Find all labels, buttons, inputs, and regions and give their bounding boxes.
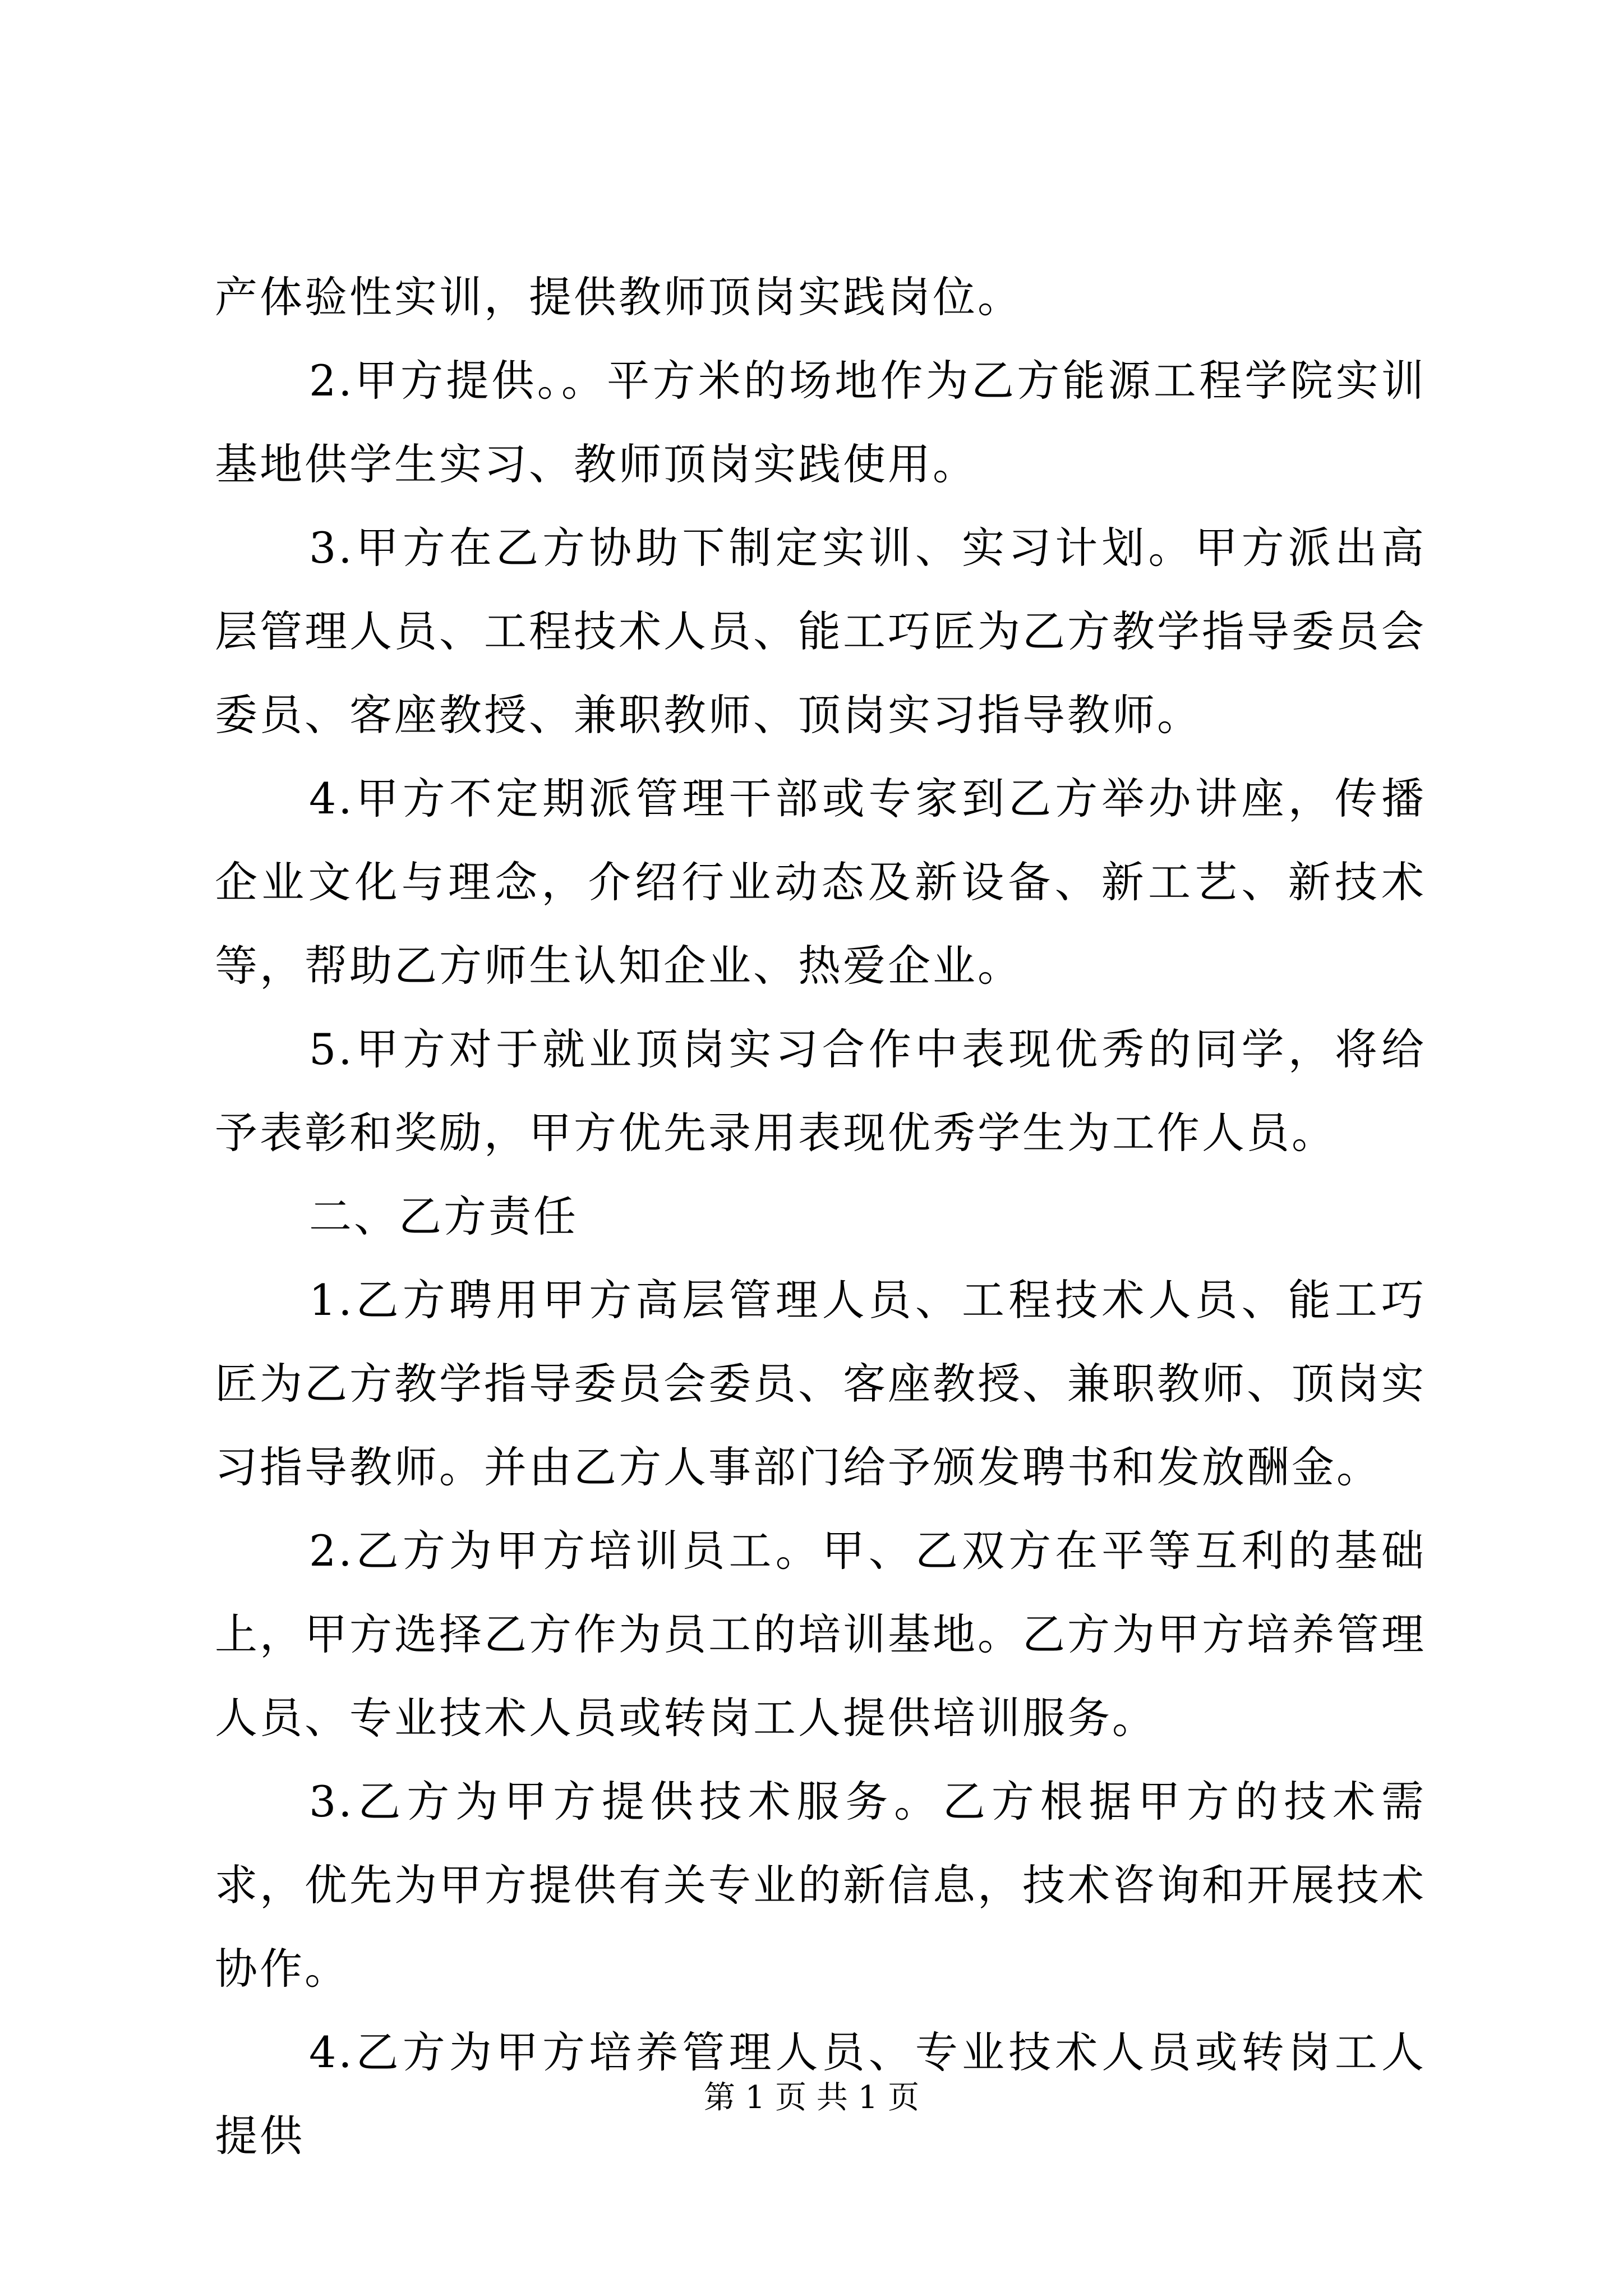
page-number-footer: 第 1 页 共 1 页 <box>703 2079 920 2116</box>
paragraph: 1.乙方聘用甲方高层管理人员、工程技术人员、能工巧匠为乙方教学指导委员会委员、客座教授、兼职教师、顶岗实习指导教师。并由乙方人事部门给予颁发聘书和发放酬金。 <box>215 1275 1426 1492</box>
paragraph: 产体验性实训，提供教师顶岗实践岗位。 <box>215 272 1022 322</box>
paragraph: 4.乙方为甲方培养管理人员、专业技术人员或转岗工人提供 <box>215 2027 1426 2161</box>
paragraph: 3.甲方在乙方协助下制定实训、实习计划。甲方派出高层管理人员、工程技术人员、能工巧匠为乙方教学指导委员会委员、客座教授、兼职教师、顶岗实习指导教师。 <box>215 523 1426 740</box>
section-heading: 二、乙方责任 <box>309 1191 578 1241</box>
paragraph: 2.乙方为甲方培训员工。甲、乙双方在平等互利的基础上，甲方选择乙方作为员工的培训基地。乙方为甲方培养管理人员、专业技术人员或转岗工人提供培训服务。 <box>215 1526 1426 1743</box>
paragraph: 3.乙方为甲方提供技术服务。乙方根据甲方的技术需求，优先为甲方提供有关专业的新信息，技术咨询和开展技术协作。 <box>215 1777 1426 1994</box>
paragraph: 2.甲方提供。。平方米的场地作为乙方能源工程学院实训基地供学生实习、教师顶岗实践使用。 <box>215 356 1426 489</box>
paragraph: 5.甲方对于就业顶岗实习合作中表现优秀的同学，将给予表彰和奖励，甲方优先录用表现优秀学生为工作人员。 <box>215 1024 1426 1158</box>
document-body <box>215 255 1426 2178</box>
paragraph: 4.甲方不定期派管理干部或专家到乙方举办讲座，传播企业文化与理念，介绍行业动态及新设备、新工艺、新技术等，帮助乙方师生认知企业、热爱企业。 <box>215 774 1426 991</box>
